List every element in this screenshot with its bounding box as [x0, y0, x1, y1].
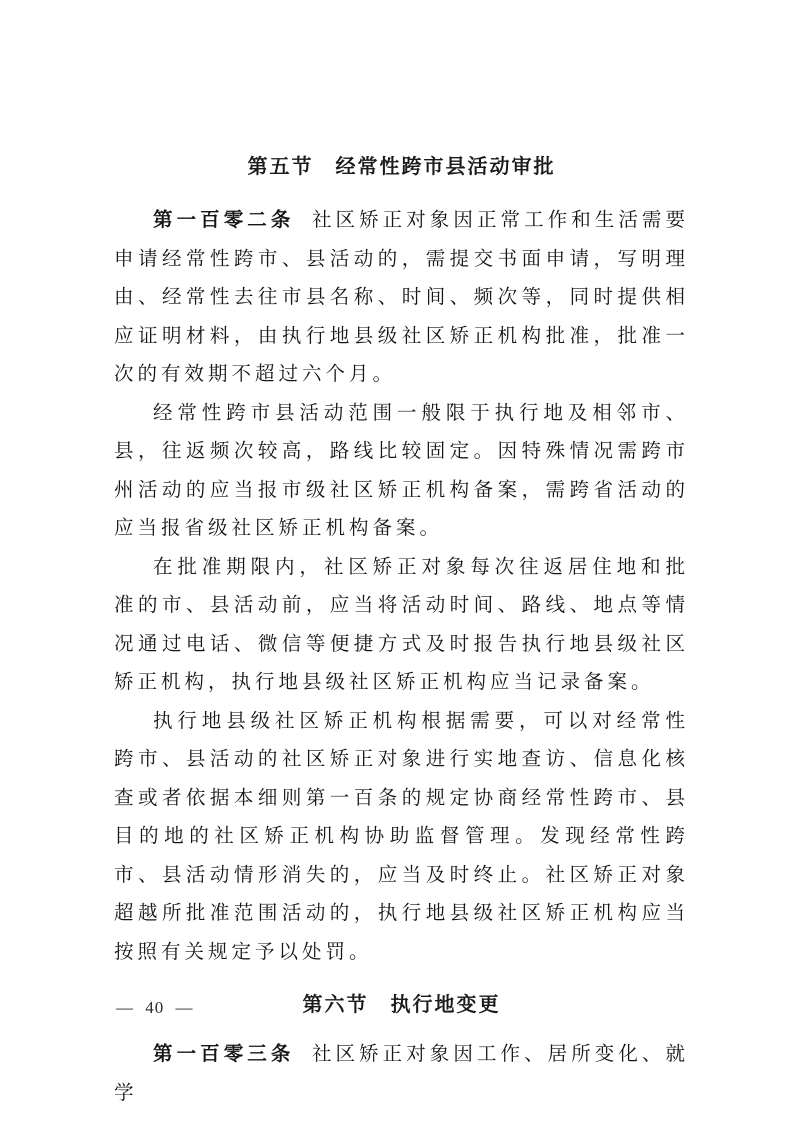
article-103-text: 社区矫正对象因工作、居所变化、就学 [114, 1044, 689, 1104]
article-102-paragraph-2: 经常性跨市县活动范围一般限于执行地及相邻市、县，往返频次较高，路线比较固定。因特殊情况需跨市州活动的应当报市级社区矫正机构备案，需跨省活动的应当报省级社区矫正机构备案。 [114, 402, 689, 539]
article-103-number: 第一百零三条 [153, 1044, 295, 1065]
section-5-heading: 第五节 经常性跨市县活动审批 [247, 156, 556, 178]
page-number: — 40 — [116, 998, 194, 1017]
article-102-paragraph-3: 在批准期限内，社区矫正对象每次往返居住地和批准的市、县活动前，应当将活动时间、路线、地点等情况通过电话、微信等便捷方式及时报告执行地县级社区矫正机构，执行地县级社区矫正机构应当记录备案。 [114, 556, 689, 693]
article-103-paragraph-1 [114, 1036, 689, 1113]
article-102-text: 社区矫正对象因正常工作和生活需要申请经常性跨市、县活动的，需提交书面申请，写明理由、经常性去往市县名称、时间、频次等，同时提供相应证明材料，由执行地县级社区矫正机构批准，批准一次的有效期不超过六个月。 [114, 210, 689, 385]
article-102-paragraph-4: 执行地县级社区矫正机构根据需要，可以对经常性跨市、县活动的社区矫正对象进行实地查访、信息化核查或者依据本细则第一百条的规定协商经常性跨市、县目的地的社区矫正机构协助监督管理。发现经常性跨市、县活动情形消失的，应当及时终止。社区矫正对象超越所批准范围活动的，执行地县级社区矫正机构应当按照有关规定予以处罚。 [114, 710, 689, 963]
section-6-heading: 第六节 执行地变更 [302, 994, 501, 1016]
article-102-paragraph-1 [114, 202, 689, 395]
article-102-number: 第一百零二条 [153, 210, 295, 231]
